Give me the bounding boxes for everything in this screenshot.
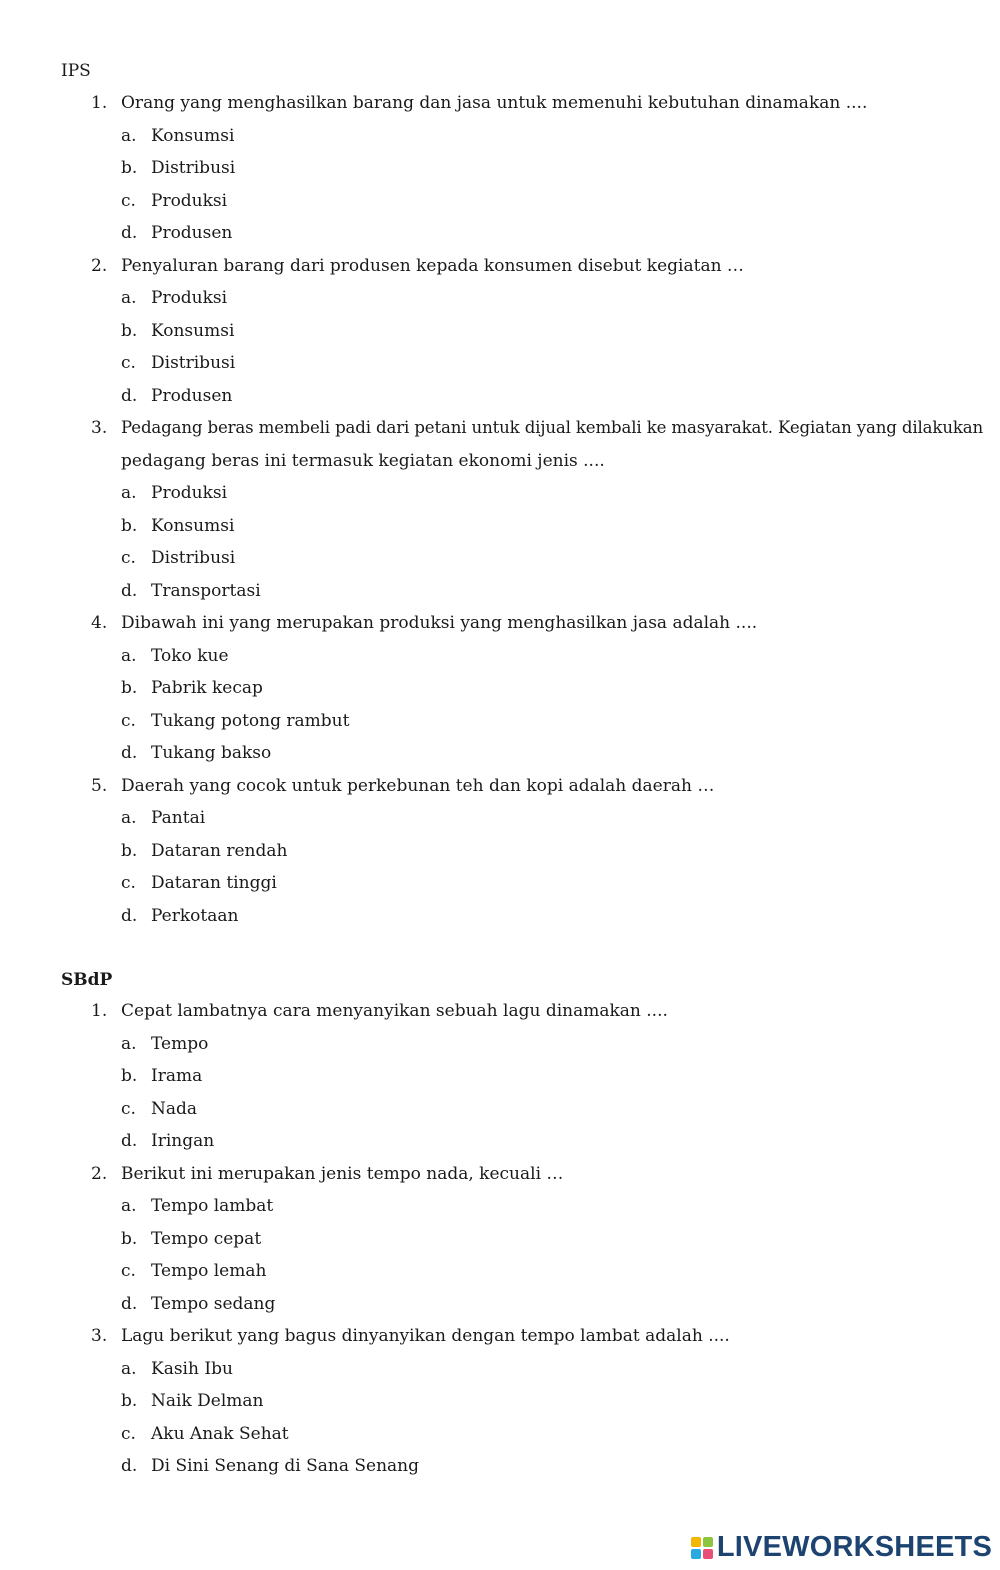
answer-option[interactable] [0, 1359, 1000, 1381]
option-text: Di Sini Senang di Sana Senang [151, 1456, 419, 1476]
option-letter: b. [121, 1066, 138, 1086]
answer-option[interactable] [0, 1066, 1000, 1088]
question-number: 2. [91, 255, 108, 276]
option-letter: a. [121, 1358, 137, 1379]
option-text: Konsumsi [151, 320, 235, 341]
option-letter: b. [121, 1228, 138, 1249]
answer-option[interactable] [0, 126, 1000, 148]
option-letter: a. [121, 125, 137, 146]
answer-option[interactable] [0, 906, 1000, 928]
option-letter: b. [121, 515, 138, 536]
option-letter: a. [121, 1033, 137, 1054]
question-text: Daerah yang cocok untuk perkebunan teh dan kopi adalah daerah … [121, 775, 715, 796]
question-number: 3. [91, 1326, 108, 1346]
answer-option[interactable] [0, 483, 1000, 505]
answer-option[interactable] [0, 743, 1000, 765]
option-text: Dataran tinggi [151, 873, 277, 893]
answer-option[interactable] [0, 191, 1000, 213]
option-text: Kasih Ibu [151, 1358, 233, 1379]
answer-option[interactable] [0, 321, 1000, 343]
option-letter: d. [121, 743, 138, 763]
option-text: Naik Delman [151, 1391, 264, 1411]
option-text: Produksi [151, 483, 228, 503]
option-letter: b. [121, 678, 138, 698]
liveworksheets-brand-text: LIVEWORKSHEETS [716, 1531, 992, 1563]
answer-option[interactable] [0, 1456, 1000, 1478]
answer-option[interactable] [0, 711, 1000, 733]
option-letter: d. [121, 223, 138, 243]
option-letter: b. [121, 320, 138, 341]
answer-option[interactable] [0, 581, 1000, 603]
option-text: Tempo cepat [151, 1228, 262, 1249]
option-letter: b. [121, 840, 138, 861]
question-number: 1. [91, 93, 108, 113]
sbdp-section-title: SBdP [61, 970, 113, 990]
option-letter: c. [121, 1098, 136, 1119]
question-row [0, 256, 1000, 278]
option-text: Produksi [151, 288, 228, 308]
question-text: Dibawah ini yang merupakan produksi yang menghasilkan jasa adalah .... [121, 613, 758, 633]
answer-option[interactable] [0, 223, 1000, 245]
option-text: Distribusi [151, 158, 236, 178]
liveworksheets-logo-icon [691, 1537, 713, 1559]
ips-section-title: IPS [61, 61, 91, 81]
question-row [0, 93, 1000, 115]
option-letter: c. [121, 548, 136, 568]
option-letter: a. [121, 483, 137, 503]
question-number: 2. [91, 1163, 108, 1184]
answer-option[interactable] [0, 1391, 1000, 1413]
logo-square-yellow [691, 1537, 701, 1547]
question-number: 4. [91, 613, 108, 633]
option-text: Distribusi [151, 548, 236, 568]
option-letter: c. [121, 353, 136, 373]
question-number: 1. [91, 1001, 108, 1021]
option-text: Tukang bakso [151, 743, 272, 763]
option-text: Tukang potong rambut [151, 710, 350, 731]
option-letter: a. [121, 645, 137, 666]
option-text: Iringan [151, 1131, 215, 1151]
option-letter: b. [121, 158, 138, 178]
answer-option[interactable] [0, 386, 1000, 408]
question-text-continued-row [0, 451, 1000, 473]
option-text: Toko kue [151, 645, 229, 666]
liveworksheets-logo [691, 1531, 992, 1564]
option-text: Irama [151, 1066, 203, 1086]
option-letter: c. [121, 1261, 136, 1281]
option-text: Konsumsi [151, 125, 235, 146]
option-text: Aku Anak Sehat [151, 1423, 289, 1444]
answer-option[interactable] [0, 873, 1000, 895]
answer-option[interactable] [0, 1131, 1000, 1153]
option-letter: b. [121, 1391, 138, 1411]
answer-option[interactable] [0, 646, 1000, 668]
option-letter: d. [121, 580, 138, 601]
option-letter: d. [121, 1131, 138, 1151]
answer-option[interactable] [0, 516, 1000, 538]
question-text: Penyaluran barang dari produsen kepada konsumen disebut kegiatan … [121, 255, 744, 276]
question-text: Cepat lambatnya cara menyanyikan sebuah lagu dinamakan .... [121, 1001, 668, 1021]
answer-option[interactable] [0, 1294, 1000, 1316]
option-text: Perkotaan [151, 905, 239, 926]
option-text: Transportasi [151, 580, 261, 601]
option-letter: a. [121, 1196, 137, 1216]
answer-option[interactable] [0, 808, 1000, 830]
question-row [0, 1164, 1000, 1186]
question-row [0, 776, 1000, 798]
answer-option[interactable] [0, 288, 1000, 310]
option-text: Pantai [151, 808, 206, 828]
option-text: Tempo lambat [151, 1196, 274, 1216]
option-letter: a. [121, 808, 137, 828]
question-number: 3. [91, 418, 108, 438]
option-text: Produksi [151, 190, 228, 211]
answer-option[interactable] [0, 1424, 1000, 1446]
option-text: Distribusi [151, 353, 236, 373]
answer-option[interactable] [0, 678, 1000, 700]
question-text: Orang yang menghasilkan barang dan jasa untuk memenuhi kebutuhan dinamakan .... [121, 93, 868, 113]
answer-option[interactable] [0, 841, 1000, 863]
option-letter: d. [121, 905, 138, 926]
option-text: Produsen [151, 385, 233, 406]
answer-option[interactable] [0, 158, 1000, 180]
option-letter: a. [121, 288, 137, 308]
question-row [0, 418, 1000, 440]
question-text: Lagu berikut yang bagus dinyanyikan dengan tempo lambat adalah .... [121, 1326, 730, 1346]
option-text: Dataran rendah [151, 840, 288, 861]
option-text: Pabrik kecap [151, 678, 263, 698]
question-number: 5. [91, 775, 108, 796]
answer-option[interactable] [0, 1229, 1000, 1251]
question-text-continued: pedagang beras ini termasuk kegiatan ekonomi jenis .... [121, 450, 605, 471]
logo-square-pink [703, 1549, 713, 1559]
question-row [0, 1326, 1000, 1348]
option-letter: d. [121, 1293, 138, 1314]
option-letter: d. [121, 1456, 138, 1476]
answer-option[interactable] [0, 1261, 1000, 1283]
answer-option[interactable] [0, 1034, 1000, 1056]
answer-option[interactable] [0, 353, 1000, 375]
answer-option[interactable] [0, 548, 1000, 570]
option-text: Konsumsi [151, 515, 235, 536]
option-letter: c. [121, 1423, 136, 1444]
option-letter: d. [121, 385, 138, 406]
option-text: Tempo sedang [151, 1293, 276, 1314]
question-text: Pedagang beras membeli padi dari petani untuk dijual kembali ke masyarakat. Kegiatan yang dilakukan [121, 418, 984, 437]
option-letter: c. [121, 873, 136, 893]
question-text: Berikut ini merupakan jenis tempo nada, kecuali … [121, 1163, 564, 1184]
answer-option[interactable] [0, 1196, 1000, 1218]
answer-option[interactable] [0, 1099, 1000, 1121]
option-letter: c. [121, 190, 136, 211]
option-text: Nada [151, 1098, 198, 1119]
option-text: Produsen [151, 223, 233, 243]
question-row [0, 613, 1000, 635]
option-text: Tempo lemah [151, 1261, 267, 1281]
question-row [0, 1001, 1000, 1023]
option-text: Tempo [151, 1033, 209, 1054]
logo-square-green [703, 1537, 713, 1547]
option-letter: c. [121, 710, 136, 731]
logo-square-blue [691, 1549, 701, 1559]
